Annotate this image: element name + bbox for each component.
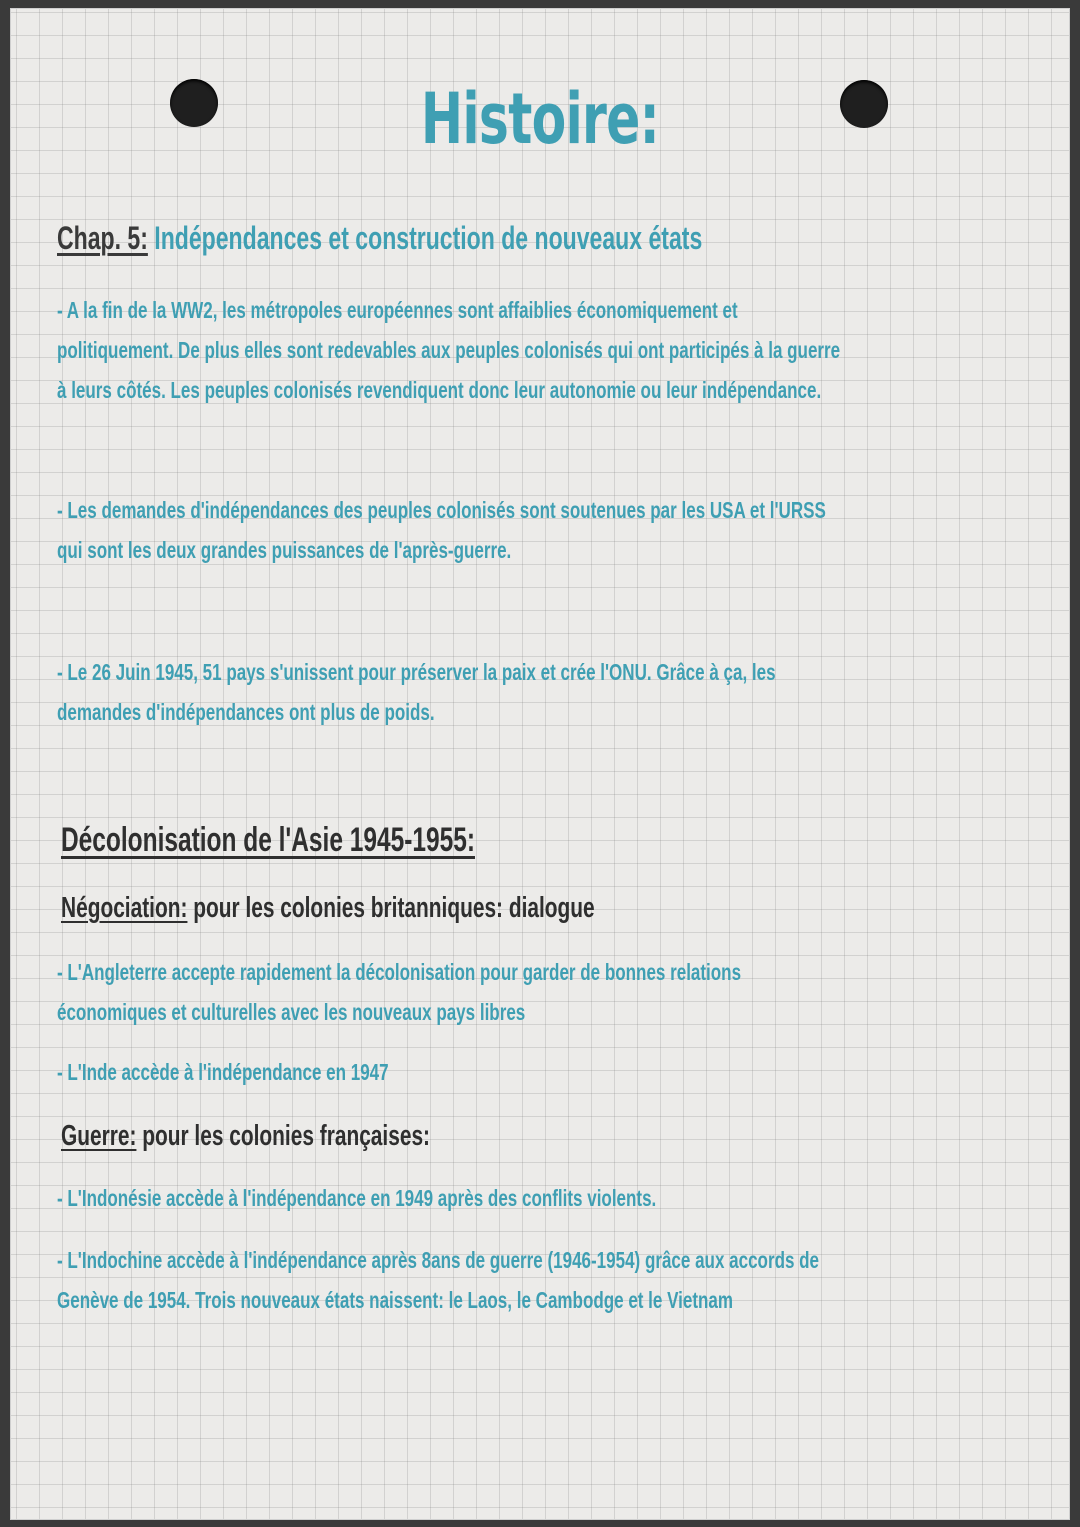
negotiation-point-1 bbox=[57, 952, 741, 1032]
subheading-war bbox=[61, 1116, 430, 1156]
chapter-title: Indépendances et construction de nouveaux états bbox=[154, 220, 703, 256]
intro-paragraph-1 bbox=[57, 290, 840, 410]
war-point-1 bbox=[57, 1178, 656, 1218]
text-line: économiques et culturelles avec les nouveaux pays libres bbox=[57, 999, 526, 1025]
text-line: - A la fin de la WW2, les métropoles européennes sont affaiblies économiquement et bbox=[57, 297, 738, 323]
text-line: politiquement. De plus elles sont redevables aux peuples colonisés qui ont participés à la guerre bbox=[57, 337, 841, 363]
intro-paragraph-2 bbox=[57, 490, 826, 570]
text-line: à leurs côtés. Les peuples colonisés revendiquent donc leur autonomie ou leur indépendance. bbox=[57, 377, 822, 403]
chapter-tag: Chap. 5: bbox=[57, 220, 148, 256]
war-text: pour les colonies françaises: bbox=[136, 1120, 431, 1152]
text-line: - L'Inde accède à l'indépendance en 1947 bbox=[57, 1059, 389, 1085]
text-line: - Les demandes d'indépendances des peuples colonisés sont soutenues par les USA et l'URSS bbox=[57, 497, 826, 523]
page-title: Histoire: bbox=[420, 78, 660, 160]
section-heading: Décolonisation de l'Asie 1945-1955: bbox=[61, 821, 475, 859]
negotiation-text: pour les colonies britanniques: dialogue bbox=[187, 892, 595, 924]
text-line: - L'Angleterre accepte rapidement la décolonisation pour garder de bonnes relations bbox=[57, 959, 742, 985]
negotiation-point-2 bbox=[57, 1052, 389, 1092]
text-line: - L'Indonésie accède à l'indépendance en 1949 après des conflits violents. bbox=[57, 1185, 657, 1211]
war-point-2 bbox=[57, 1240, 819, 1320]
text-line: - L'Indochine accède à l'indépendance après 8ans de guerre (1946-1954) grâce aux accords de bbox=[57, 1247, 820, 1273]
chapter-heading bbox=[57, 218, 702, 258]
text-line: - Le 26 Juin 1945, 51 pays s'unissent pour préserver la paix et crée l'ONU. Grâce à ça, les bbox=[57, 659, 776, 685]
war-tag: Guerre: bbox=[61, 1120, 137, 1152]
negotiation-tag: Négociation: bbox=[61, 892, 188, 924]
text-line: demandes d'indépendances ont plus de poids. bbox=[57, 699, 435, 725]
text-line: qui sont les deux grandes puissances de l'après-guerre. bbox=[57, 537, 512, 563]
subheading-negotiation bbox=[61, 888, 595, 928]
notebook-page bbox=[10, 8, 1070, 1520]
text-line: Genève de 1954. Trois nouveaux états naissent: le Laos, le Cambodge et le Vietnam bbox=[57, 1287, 734, 1313]
intro-paragraph-3 bbox=[57, 652, 776, 732]
